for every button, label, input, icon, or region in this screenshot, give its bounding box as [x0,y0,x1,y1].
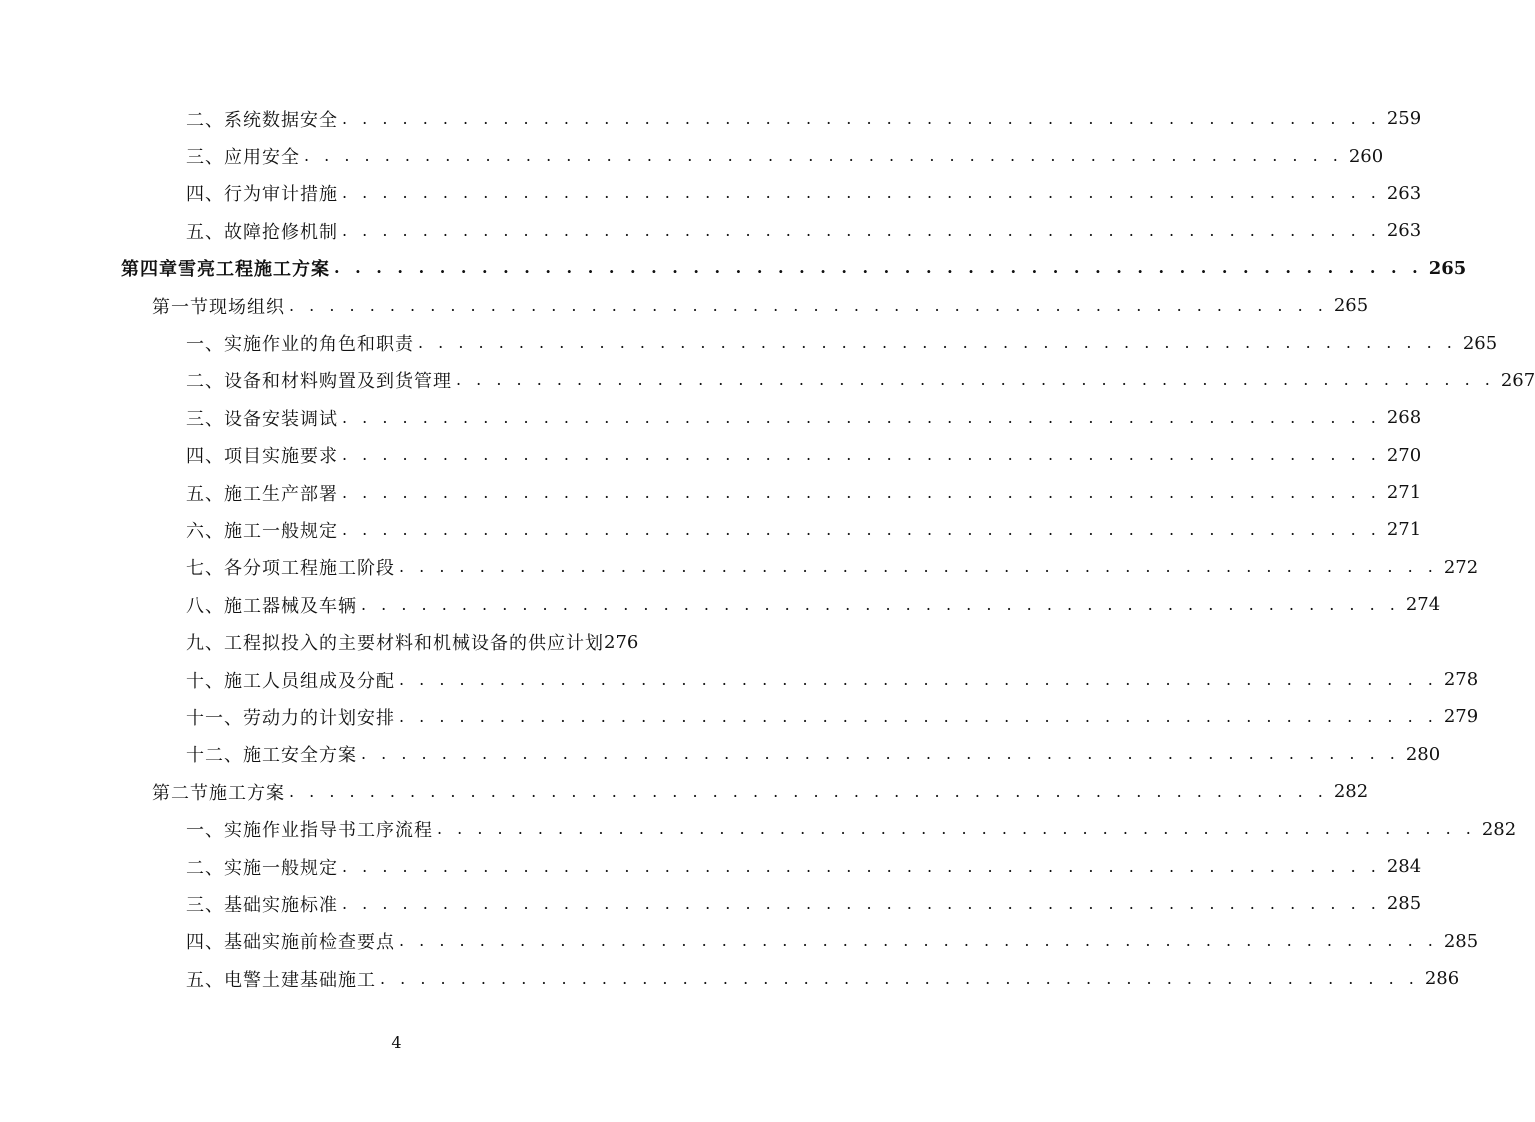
toc-entry-title: 四、基础实施前检查要点 [186,932,395,954]
toc-entry-title: 第一节 [152,296,209,318]
toc-subsection-entry[interactable] [0,623,793,660]
toc-subsection-entry[interactable] [0,848,1422,885]
toc-subsection-entry[interactable] [0,661,1479,698]
toc-page-number: 271 [1386,519,1422,541]
toc-subsection-entry[interactable] [0,137,1384,174]
table-of-contents [0,100,1535,997]
toc-page-number: 285 [1443,930,1479,952]
toc-page-number: 279 [1443,706,1479,728]
toc-subsection-entry[interactable] [0,736,1441,773]
toc-entry-title: 五、电警土建基础施工 [186,969,376,991]
toc-section-entry[interactable] [0,287,1369,324]
toc-page-number: 260 [1348,145,1384,167]
toc-entry-title: 三、应用安全 [186,147,300,169]
toc-subsection-entry[interactable] [0,399,1422,436]
toc-dot-leader: . . . . . . . . . . . . . . . . . . . . . . . . . . . . . . . . . . . . . . . . . . . . . . . . . . . . [289,781,1328,801]
toc-page-number: 282 [1333,781,1369,803]
toc-entry-subtitle: 现场组织 [209,296,285,318]
page-number: 4 [391,1033,402,1052]
toc-dot-leader: . . . . . . . . . . . . . . . . . . . . . . . . . . . . . . . . . . . . . . . . . . . . . . . . . . . . [456,370,1495,390]
toc-page-number: 265 [1462,332,1498,354]
toc-dot-leader: . . . . . . . . . . . . . . . . . . . . . . . . . . . . . . . . . . . . . . . . . . . . . . . . . . . . [399,669,1438,689]
toc-dot-leader: . . . . . . . . . . . . . . . . . . . . . . . . . . . . . . . . . . . . . . . . . . . . . . . . . . . . [334,258,1423,278]
toc-dot-leader: . . . . . . . . . . . . . . . . . . . . . . . . . . . . . . . . . . . . . . . . . . . . . . . . . . . . [418,333,1457,353]
toc-dot-leader: . . . . . . . . . . . . . . . . . . . . . . . . . . . . . . . . . . . . . . . . . . . . . . . . . . . . [342,183,1381,203]
toc-dot-leader: . . . . . . . . . . . . . . . . . . . . . . . . . . . . . . . . . . . . . . . . . . . . . . . . . . . . [342,893,1381,913]
toc-subsection-entry[interactable] [0,960,1460,997]
toc-entry-subtitle: 施工方案 [209,782,285,804]
toc-entry-subtitle: 雪亮工程施工方案 [178,259,330,281]
toc-page-number: 271 [1386,482,1422,504]
toc-dot-leader: . . . . . . . . . . . . . . . . . . . . . . . . . . . . . . . . . . . . . . . . . . . . . . . . . . . . [342,856,1381,876]
toc-page-number: 263 [1386,182,1422,204]
toc-page-number: 272 [1443,556,1479,578]
toc-page-number: 265 [1428,257,1467,279]
toc-dot-leader: . . . . . . . . . . . . . . . . . . . . . . . . . . . . . . . . . . . . . . . . . . . . . . . . . . . . [289,295,1328,315]
toc-entry-title: 十二、施工安全方案 [186,745,357,767]
toc-page-number: 263 [1386,220,1422,242]
toc-page-number: 284 [1386,856,1422,877]
toc-dot-leader: . . . . . . . . . . . . . . . . . . . . . . . . . . . . . . . . . . . . . . . . . . . . . . . . . . . . [399,931,1438,951]
toc-chapter-entry[interactable] [0,250,1467,287]
toc-page-number: 278 [1443,669,1479,691]
toc-dot-leader: . . . . . . . . . . . . . . . . . . . . . . . . . . . . . . . . . . . . . . . . . . . . . . . . . . . . [399,557,1438,577]
toc-entry-title: 第二节 [152,782,209,804]
toc-page-number: 267 [1500,369,1535,391]
toc-page-number: 274 [1405,594,1441,616]
toc-dot-leader: . . . . . . . . . . . . . . . . . . . . . . . . . . . . . . . . . . . . . . . . . . . . . . . . . . . . [342,220,1381,240]
toc-entry-title: 二、设备和材料购置及到货管理 [186,371,452,393]
toc-entry-title: 五、故障抢修机制 [186,221,338,243]
toc-dot-leader: . . . . . . . . . . . . . . . . . . . . . . . . . . . . . . . . . . . . . . . . . . . . . . . . . . . . [342,445,1381,465]
toc-dot-leader: . . . . . . . . . . . . . . . . . . . . . . . . . . . . . . . . . . . . . . . . . . . . . . . . . . . . [304,146,1343,166]
toc-page-number: 276 [604,631,639,653]
toc-page-number: 270 [1386,444,1422,466]
toc-entry-title: 二、实施一般规定 [186,857,338,879]
toc-dot-leader: . . . . . . . . . . . . . . . . . . . . . . . . . . . . . . . . . . . . . . . . . . . . . . . . . . . . [342,407,1381,427]
toc-page-number: 265 [1333,295,1369,317]
toc-entry-title: 一、实施作业指导书工序流程 [186,820,433,842]
toc-dot-leader: . . . . . . . . . . . . . . . . . . . . . . . . . . . . . . . . . . . . . . . . . . . . . . . . . . . . [380,968,1419,988]
toc-page-number: 268 [1386,407,1422,429]
toc-page-number: 286 [1424,968,1460,990]
toc-dot-leader: . . . . . . . . . . . . . . . . . . . . . . . . . . . . . . . . . . . . . . . . . . . . . . . . . . . . [361,594,1400,614]
toc-dot-leader: . . . . . . . . . . . . . . . . . . . . . . . . . . . . . . . . . . . . . . . . . . . . . . . . . . . . [342,108,1381,128]
toc-dot-leader: . . . . . . . . . . . . . . . . . . . . . . . . . . . . . . . . . . . . . . . . . . . . . . . . . . . . [399,706,1438,726]
toc-subsection-entry[interactable] [0,698,1479,735]
toc-page-number: 285 [1386,893,1422,915]
toc-subsection-entry[interactable] [0,324,1498,361]
toc-subsection-entry[interactable] [0,923,1479,960]
toc-dot-leader: . . . . . . . . . . . . . . . . . . . . . . . . . . . . . . . . . . . . . . . . . . . . . . . . . . . . [361,744,1400,764]
toc-subsection-entry[interactable] [0,511,1422,548]
toc-entry-title: 二、系统数据安全 [186,109,338,131]
toc-entry-title: 九、工程拟投入的主要材料和机械设备的供应计划 [186,633,604,655]
toc-page-number: 259 [1386,108,1422,130]
toc-entry-title: 第四章 [121,259,178,281]
toc-dot-leader: . . . . . . . . . . . . . . . . . . . . . . . . . . . . . . . . . . . . . . . . . . . . . . . . . . . . [437,819,1476,839]
toc-section-entry[interactable] [0,773,1369,810]
toc-page-number: 282 [1481,818,1517,840]
toc-page-number: 280 [1405,743,1441,765]
toc-entry-title: 八、施工器械及车辆 [186,595,357,617]
toc-entry-title: 十一、劳动力的计划安排 [186,707,395,729]
toc-entry-title: 十、施工人员组成及分配 [186,670,395,692]
toc-subsection-entry[interactable] [0,549,1479,586]
toc-entry-title: 一、实施作业的角色和职责 [186,334,414,356]
toc-entry-title: 六、施工一般规定 [186,520,338,542]
toc-subsection-entry[interactable] [0,586,1441,623]
toc-subsection-entry[interactable] [0,212,1422,249]
toc-entry-title: 四、项目实施要求 [186,446,338,468]
toc-entry-title: 七、各分项工程施工阶段 [186,558,395,580]
toc-subsection-entry[interactable] [0,474,1422,511]
toc-subsection-entry[interactable] [0,362,1535,399]
toc-entry-title: 四、行为审计措施 [186,184,338,206]
toc-subsection-entry[interactable] [0,437,1422,474]
toc-entry-title: 三、设备安装调试 [186,408,338,430]
toc-dot-leader: . . . . . . . . . . . . . . . . . . . . . . . . . . . . . . . . . . . . . . . . . . . . . . . . . . . . [342,519,1381,539]
toc-entry-title: 五、施工生产部署 [186,483,338,505]
toc-subsection-entry[interactable] [0,100,1422,137]
toc-dot-leader: . . . . . . . . . . . . . . . . . . . . . . . . . . . . . . . . . . . . . . . . . . . . . . . . . . . . [342,482,1381,502]
toc-subsection-entry[interactable] [0,810,1517,847]
toc-subsection-entry[interactable] [0,885,1422,922]
toc-entry-title: 三、基础实施标准 [186,894,338,916]
toc-subsection-entry[interactable] [0,175,1422,212]
